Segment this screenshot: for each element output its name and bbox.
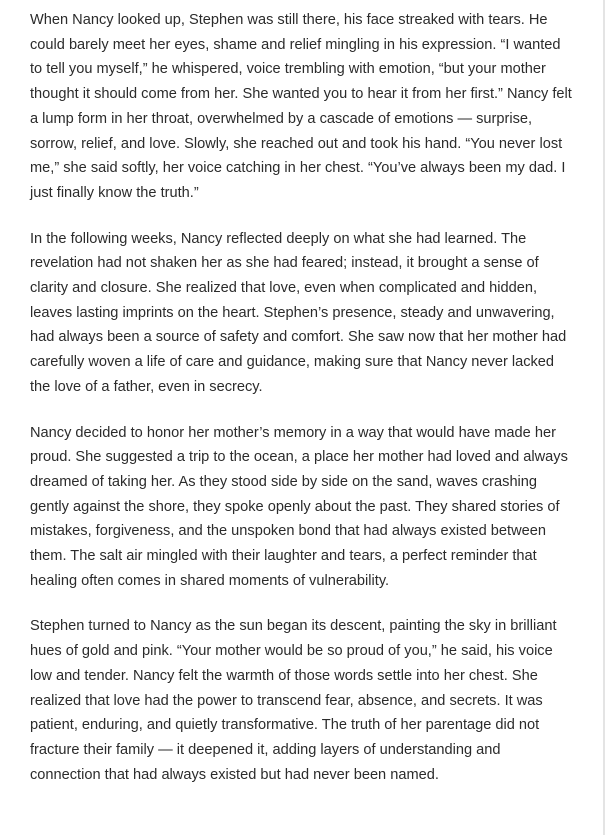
paragraph-1: When Nancy looked up, Stephen was still there, his face streaked with tears. He could barely meet her eyes, shame and relief mingling in his expression. “I wanted to tell you myself,” he whispered, voice trembling with emotion, “but your mother thought it should come from her. She wanted you to hear it from her first.” Nancy felt a lump form in her throat, overwhelmed by a cascade of emotions — surprise, sorrow, relief, and love. Slowly, she reached out and took his hand. “You never lost me,” she said softly, her voice catching in her chest. “You’ve always been my dad. I just finally know the truth.” (30, 12, 572, 201)
paragraph-4: Stephen turned to Nancy as the sun began its descent, painting the sky in brilliant hues of gold and pink. “Your mother would be so proud of you,” he said, his voice low and tender. Nancy felt the warmth of those words settle into her chest. She realized that love had the power to transcend fear, absence, and secrets. It was patient, enduring, and quietly transformative. The truth of her parentage did not fracture their family — it deepened it, adding layers of understanding and connection that had always existed but had never been named. (30, 618, 557, 783)
paragraph-2: In the following weeks, Nancy reflected deeply on what she had learned. The revelation had not shaken her as she had feared; instead, it brought a sense of clarity and closure. She realized that love, even when complicated and hidden, leaves lasting imprints on the heart. Stephen’s presence, steady and unwavering, had always been a source of safety and comfort. She saw now that her mother had carefully woven a life of care and guidance, making sure that Nancy never lacked the love of a father, even in secrecy. (30, 230, 567, 395)
paragraph-3: Nancy decided to honor her mother’s memory in a way that would have made her proud. She suggested a trip to the ocean, a place her mother had loved and always dreamed of taking her. As they stood side by side on the sand, waves crashing gently against the shore, they spoke openly about the past. They shared stories of mistakes, forgiveness, and the unspoken bond that had always existed between them. The salt air mingled with their laughter and tears, a perfect reminder that healing often comes in shared moments of vulnerability. (30, 424, 568, 589)
